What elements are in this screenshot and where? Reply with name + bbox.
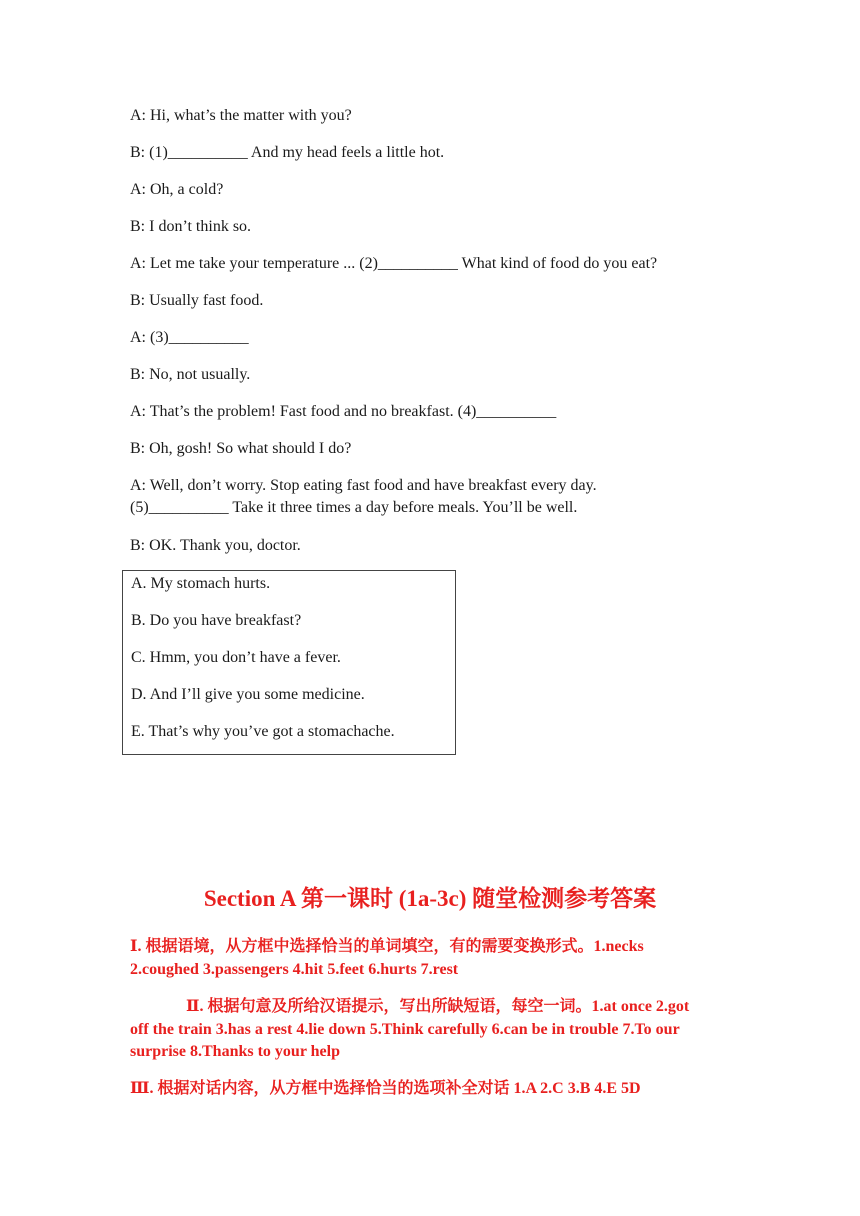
option-b: B. Do you have breakfast?	[131, 612, 302, 629]
dialogue-line: A: Let me take your temperature ... (2)__________ What kind of food do you eat?	[130, 255, 658, 272]
options-box	[122, 570, 456, 755]
option-e: E. That’s why you’ve got a stomachache.	[131, 723, 395, 740]
dialogue-line: B: Oh, gosh! So what should I do?	[130, 440, 352, 457]
dialogue-line: A: (3)__________	[130, 329, 249, 346]
dialogue-line: A: That’s the problem! Fast food and no breakfast. (4)__________	[130, 403, 557, 420]
answer-part2: off the train 3.has a rest 4.lie down 5.Think carefully 6.can be in trouble 7.To our	[130, 1021, 680, 1038]
answer-key-title: Section A 第一课时 (1a-3c) 随堂检测参考答案	[203, 886, 657, 911]
dialogue-line: B: I don’t think so.	[130, 218, 252, 235]
answer-part2: Ⅱ. 根据句意及所给汉语提示，写出所缺短语，每空一词。1.at once 2.got	[186, 998, 690, 1015]
dialogue-line: B: (1)__________ And my head feels a little hot.	[130, 144, 445, 161]
dialogue-line: (5)__________ Take it three times a day before meals. You’ll be well.	[130, 499, 578, 516]
answer-part2: surprise 8.Thanks to your help	[130, 1043, 340, 1060]
dialogue-line: B: No, not usually.	[130, 366, 251, 383]
option-c: C. Hmm, you don’t have a fever.	[131, 649, 341, 666]
option-d: D. And I’ll give you some medicine.	[131, 686, 365, 703]
dialogue-line: B: OK. Thank you, doctor.	[130, 537, 301, 554]
answer-part1: 2.coughed 3.passengers 4.hit 5.feet 6.hurts 7.rest	[130, 961, 459, 978]
dialogue-line: B: Usually fast food.	[130, 292, 264, 309]
answer-part1: Ⅰ. 根据语境，从方框中选择恰当的单词填空，有的需要变换形式。1.necks	[130, 938, 644, 955]
answer-part3: Ⅲ. 根据对话内容，从方框中选择恰当的选项补全对话 1.A 2.C 3.B 4.E 5D	[130, 1080, 641, 1097]
dialogue-line: A: Well, don’t worry. Stop eating fast food and have breakfast every day.	[130, 477, 597, 494]
dialogue-line: A: Hi, what’s the matter with you?	[130, 107, 352, 124]
option-a: A. My stomach hurts.	[131, 575, 271, 592]
dialogue-line: A: Oh, a cold?	[130, 181, 224, 198]
